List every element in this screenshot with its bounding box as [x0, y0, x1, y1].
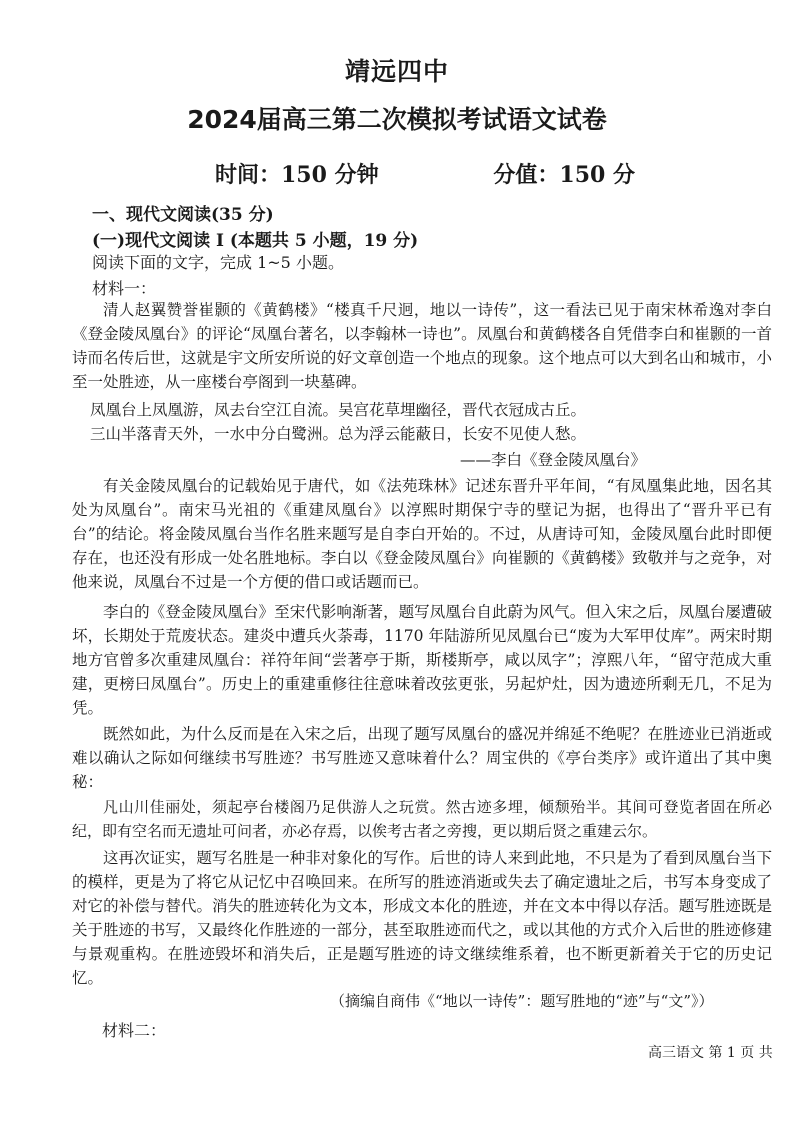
- poem-source: ——李白《登金陵凤凰台》: [460, 451, 647, 469]
- subsection-heading: (一)现代文阅读 I (本题共 5 小题，19 分): [92, 231, 419, 251]
- reading-instruction: 阅读下面的文字，完成 1~5 小题。: [92, 253, 344, 272]
- poem-line-2: 三山半落青天外，一水中分白鹭洲。总为浮云能蔽日，长安不见使人愁。: [90, 425, 587, 443]
- material-1-paragraph-1: 清人赵翼赞誉崔颢的《黄鹤楼》“楼真千尺迥，地以一诗传”，这一看法已见于南宋林希逸对李白《登金陵凤凰台》的评论“凤凰台著名，以李翰林一诗也”。凤凰台和黄鹤楼各自凭借李白和崔颢的一首诗而名传后世，这就是宇文所安所说的好文章创造一个地点的现象。这个地点可以大到名山和城市，小至一处胜迹，从一座楼台亭阁到一块墓碑。: [72, 301, 772, 391]
- school-name: 靖远四中: [344, 57, 449, 86]
- exam-time: 时间：150 分钟: [215, 162, 379, 188]
- material-1-paragraph-4: 既然如此，为什么反而是在入宋之后，出现了题写凤凰台的盛况并绵延不绝呢？在胜迹业已消逝或难以确认之际如何继续书写胜迹？书写胜迹又意味着什么？周宝供的《亭台类序》或许道出了其中奥秘：: [72, 725, 772, 791]
- exam-title: 2024届高三第二次模拟考试语文试卷: [187, 105, 607, 134]
- page-footer: 高三语文 第 1 页 共: [648, 1045, 773, 1061]
- exam-score: 分值：150 分: [493, 162, 635, 188]
- quoted-preface: 凡山川佳丽处，须起亭台楼阁乃足供游人之玩赏。然古迹多埋，倾颓殆半。其间可登览者固在所必纪，即有空名而无遗址可问者，亦必存焉，以俟考古者之旁搜，更以期后贤之重建云尔。: [72, 798, 772, 840]
- material-1-paragraph-3: 李白的《登金陵凤凰台》至宋代影响渐著，题写凤凰台自此蔚为风气。但入宋之后，凤凰台屡遭破坏，长期处于荒废状态。建炎中遭兵火荼毒，1170 年陆游所见凤凰台已“废为大军甲仗库”。两宋时期地方官曾多次重建凤凰台：祥符年间“尝著亭于斯，斯楼斯亭，咸以凤字”；淳熙八年，“留守范成大重建，更榜曰凤凰台”。历史上的重建重修往往意味着改弦更张，另起炉灶，因为遗迹所剩无几，不足为凭。: [72, 603, 772, 717]
- section-heading: 一、现代文阅读(35 分): [92, 205, 274, 225]
- poem-line-1: 凤凰台上凤凰游，凤去台空江自流。吴宫花草埋幽径，晋代衣冠成古丘。: [90, 401, 587, 419]
- material-1-paragraph-2: 有关金陵凤凰台的记载始见于唐代，如《法苑珠林》记述东晋升平年间，“有凤凰集此地，因名其处为凤凰台”。南宋马光祖的《重建凤凰台》以淳熙时期保宁寺的壁记为据，也得出了“晋升平已有台”的结论。将金陵凤凰台当作名胜来题写是自李白开始的。不过，从唐诗可知，金陵凤凰台此时即便存在，也还没有形成一处名胜地标。李白以《登金陵凤凰台》向崔颢的《黄鹤楼》致敬并与之竞争，对他来说，凤凰台不过是一个方便的借口或话题而已。: [72, 477, 772, 591]
- material-2-label: 材料二：: [102, 1021, 167, 1040]
- material-1-citation: （摘编自商伟《“地以一诗传”：题写胜地的“迹”与“文”》）: [330, 992, 714, 1010]
- material-1-label: 材料一：: [92, 279, 157, 298]
- exam-meta: [215, 158, 635, 189]
- material-1-paragraph-5: 这再次证实，题写名胜是一种非对象化的写作。后世的诗人来到此地，不只是为了看到凤凰台当下的模样，更是为了将它从记忆中召唤回来。在所写的胜迹消逝或失去了确定遗址之后，书写本身变成了对它的补偿与替代。消失的胜迹转化为文本，形成文本化的胜迹，并在文本中得以存活。题写胜迹既是关于胜迹的书写，又最终化作胜迹的一部分，甚至取胜迹而代之，或以其他的方式介入后世的胜迹修建与景观重构。在胜迹毁坏和消失后，正是题写胜迹的诗文继续维系着，也不断更新着关于它的历史记忆。: [72, 849, 772, 987]
